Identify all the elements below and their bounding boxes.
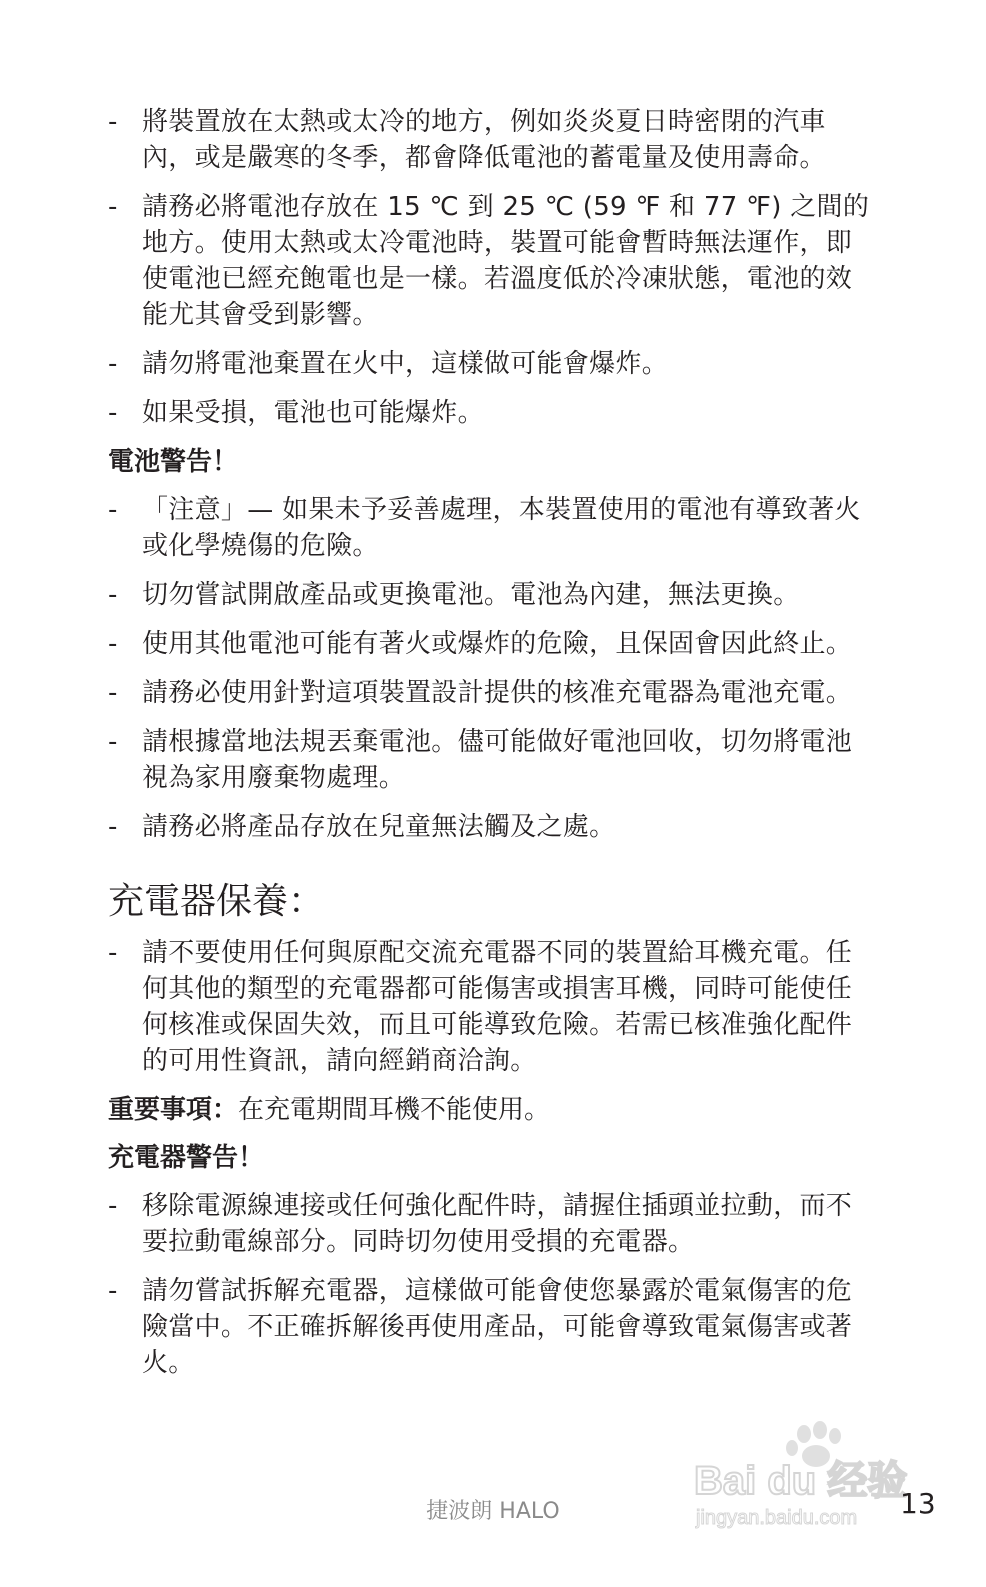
list-item-text: 如果受損，電池也可能爆炸。: [142, 398, 484, 428]
bullet-dash: -: [108, 495, 118, 525]
bullet-dash: -: [108, 727, 118, 757]
list-item-text: 請務必使用針對這項裝置設計提供的核准充電器為電池充電。: [142, 678, 853, 708]
list-item: [108, 577, 870, 613]
bullet-dash: -: [108, 812, 118, 842]
list-item-text: 移除電源線連接或任何強化配件時，請握住插頭並拉動，而不要拉動電線部分。同時切勿使用受損的充電器。: [142, 1191, 853, 1257]
charger-warning-list: [108, 1188, 870, 1381]
bullet-dash: -: [108, 398, 118, 428]
list-item: [108, 626, 870, 662]
list-item: [108, 1188, 870, 1260]
charger-care-list: [108, 935, 870, 1079]
bullet-dash: -: [108, 107, 118, 137]
bullet-dash: -: [108, 678, 118, 708]
important-note: [108, 1092, 870, 1128]
list-item: [108, 1273, 870, 1381]
bullet-dash: -: [108, 349, 118, 379]
page-number: 13: [900, 1487, 936, 1520]
list-item: [108, 189, 870, 333]
list-item: [108, 395, 870, 431]
important-label: 重要事項：: [108, 1095, 239, 1125]
list-item: [108, 935, 870, 1079]
list-item-text: 將裝置放在太熱或太冷的地方，例如炎炎夏日時密閉的汽車內，或是嚴寒的冬季，都會降低電池的蓄電量及使用壽命。: [142, 107, 826, 173]
list-item-text: 「注意」— 如果未予妥善處理，本裝置使用的電池有導致著火或化學燒傷的危險。: [142, 495, 861, 561]
list-item-text: 請勿將電池棄置在火中，這樣做可能會爆炸。: [142, 349, 669, 379]
bullet-dash: -: [108, 1191, 118, 1221]
bullet-dash: -: [108, 192, 118, 222]
list-item-text: 請務必將產品存放在兒童無法觸及之處。: [142, 812, 616, 842]
bullet-dash: -: [108, 629, 118, 659]
bullet-list-top: [108, 104, 870, 431]
bullet-dash: -: [108, 580, 118, 610]
bullet-dash: -: [108, 938, 118, 968]
list-item-text: 請務必將電池存放在 15 ℃ 到 25 ℃ (59 ℉ 和 77 ℉) 之間的地方。使用太熱或太冷電池時，裝置可能會暫時無法運作，即使電池已經充飽電也是一樣。若溫度低於冷凍狀態，電池的效能尤其會受到影響。: [142, 192, 870, 330]
list-item-text: 請根據當地法規丟棄電池。儘可能做好電池回收，切勿將電池視為家用廢棄物處理。: [142, 727, 853, 793]
list-item: [108, 104, 870, 176]
list-item: [108, 675, 870, 711]
important-text: 在充電期間耳機不能使用。: [238, 1095, 551, 1125]
list-item-text: 使用其他電池可能有著火或爆炸的危險，且保固會因此終止。: [142, 629, 853, 659]
list-item-text: 請不要使用任何與原配交流充電器不同的裝置給耳機充電。任何其他的類型的充電器都可能傷害或損害耳機，同時可能使任何核准或保固失效，而且可能導致危險。若需已核准強化配件的可用性資訊，請向經銷商洽詢。: [142, 938, 853, 1076]
battery-warning-list: [108, 492, 870, 845]
bullet-dash: -: [108, 1276, 118, 1306]
list-item-text: 請勿嘗試拆解充電器，這樣做可能會使您暴露於電氣傷害的危險當中。不正確拆解後再使用產品，可能會導致電氣傷害或著火。: [142, 1276, 853, 1378]
watermark-brand: Bai du 经验: [694, 1459, 908, 1503]
list-item: [108, 724, 870, 796]
list-item: [108, 809, 870, 845]
watermark-url: jingyan.baidu.com: [696, 1507, 858, 1529]
charger-warning-heading: 充電器警告！: [108, 1143, 265, 1173]
list-item-text: 切勿嘗試開啟產品或更換電池。電池為內建，無法更換。: [142, 580, 800, 610]
page-content: [108, 104, 870, 1394]
list-item: [108, 346, 870, 382]
footer-product-name: 捷波朗 HALO: [426, 1499, 560, 1524]
battery-warning-heading: 電池警告！: [108, 447, 239, 477]
list-item: [108, 492, 870, 564]
charger-section-title: 充電器保養：: [108, 881, 325, 922]
